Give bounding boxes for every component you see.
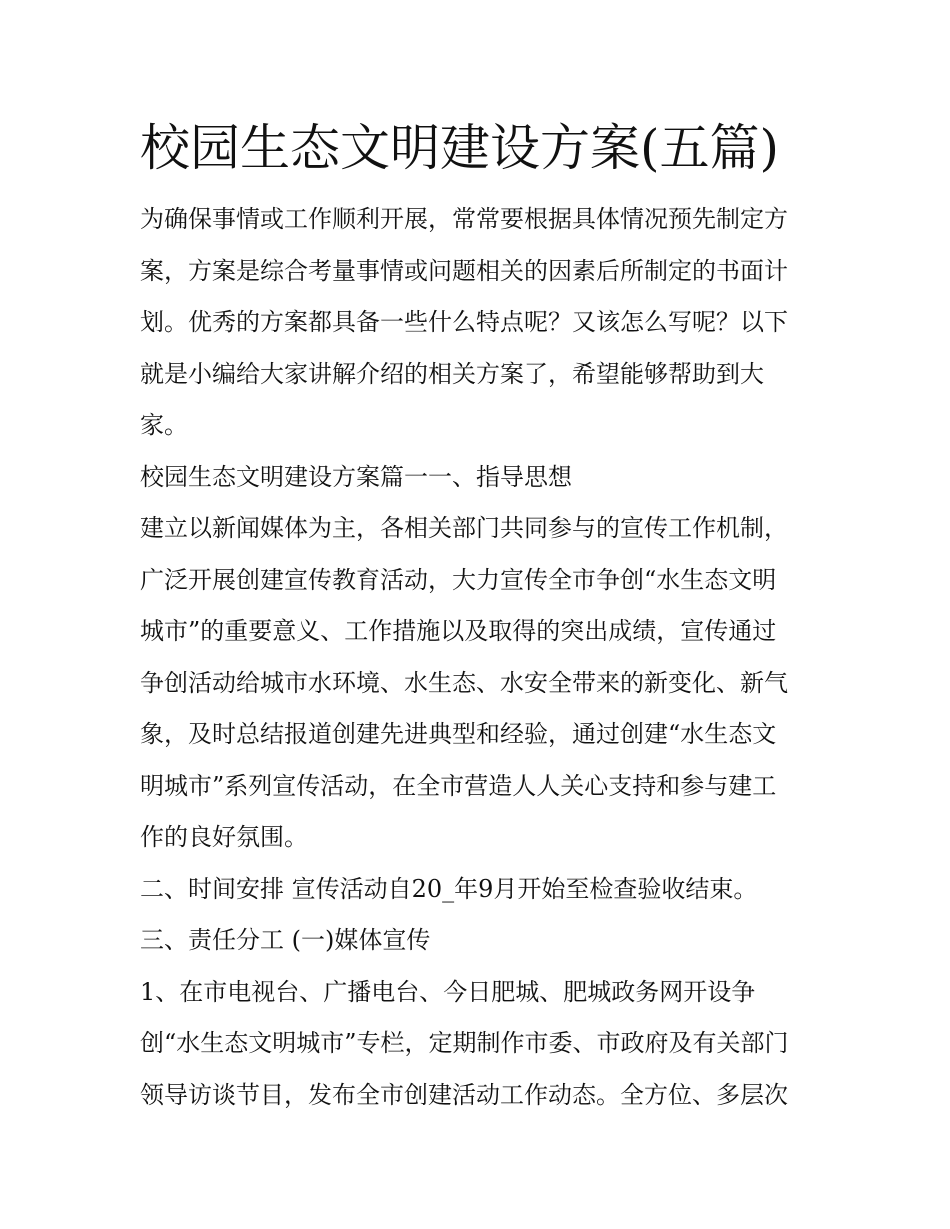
section-heading: 二、时间安排 宣传活动自20_年9月开始至检查验收结束。 <box>140 874 758 903</box>
body-line: 象，及时总结报道创建先进典型和经验，通过创建“水生态文 <box>140 720 777 748</box>
body-line: 创“水生态文明城市”专栏，定期制作市委、市政府及有关部门 <box>140 1029 789 1057</box>
section-heading: 三、责任分工 (一)媒体宣传 <box>140 926 431 954</box>
section-heading: 校园生态文明建设方案篇一一、指导思想 <box>140 462 572 491</box>
document-page <box>140 112 820 1121</box>
body-line: 城市”的重要意义、工作措施以及取得的突出成绩，宣传通过 <box>140 617 777 645</box>
body-line: 1、在市电视台、广播电台、今日肥城、肥城政务网开设争 <box>140 977 756 1006</box>
body-line: 争创活动给城市水环境、水生态、水安全带来的新变化、新气 <box>140 668 788 697</box>
body-line: 广泛开展创建宣传教育活动，大力宣传全市争创“水生态文明 <box>140 565 777 594</box>
body-line: 划。优秀的方案都具备一些什么特点呢？又该怎么写呢？以下 <box>140 308 788 336</box>
document-body <box>140 194 820 1121</box>
body-line: 明城市”系列宣传活动，在全市营造人人关心支持和参与建工 <box>140 771 777 800</box>
body-line: 领导访谈节目，发布全市创建活动工作动态。全方位、多层次 <box>140 1080 788 1109</box>
document-title: 校园生态文明建设方案(五篇) <box>140 119 780 177</box>
body-line: 建立以新闻媒体为主，各相关部门共同参与的宣传工作机制， <box>140 514 788 542</box>
body-line: 作的良好氛围。 <box>140 823 308 851</box>
body-line: 就是小编给大家讲解介绍的相关方案了，希望能够帮助到大 <box>140 359 764 388</box>
body-line: 案，方案是综合考量事情或问题相关的因素后所制定的书面计 <box>140 256 788 285</box>
body-line: 为确保事情或工作顺利开展，常常要根据具体情况预先制定方 <box>140 205 788 233</box>
body-line: 家。 <box>140 411 188 439</box>
